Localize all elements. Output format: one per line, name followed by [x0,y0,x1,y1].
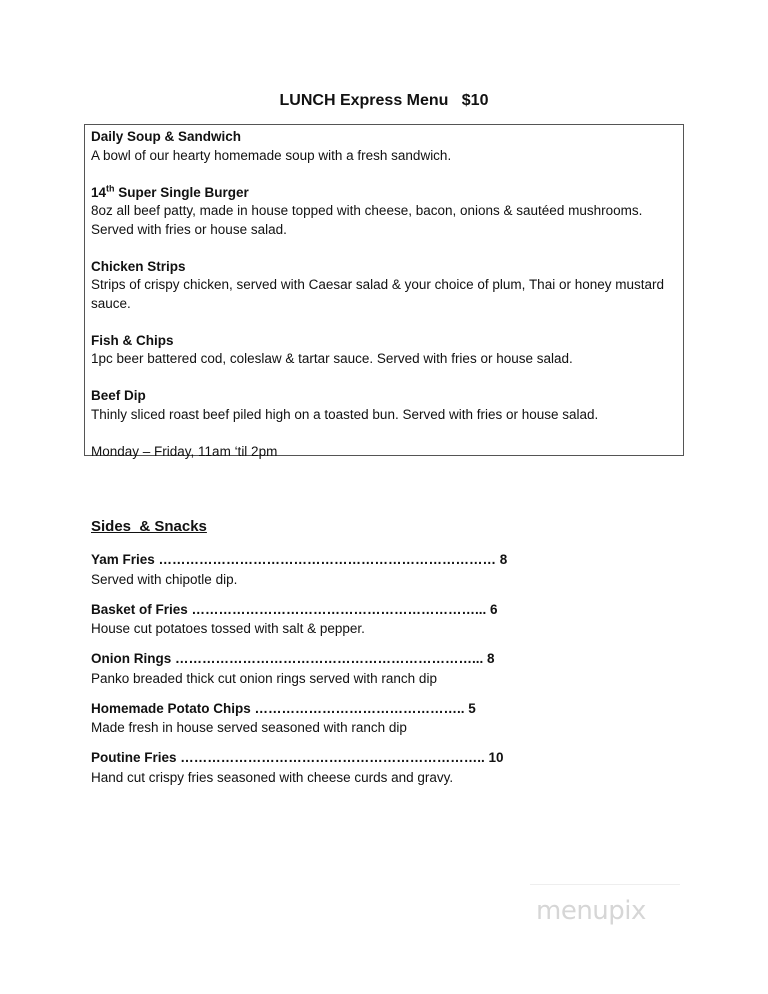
menu-item-fish-chips [91,332,677,369]
side-item-poutine [91,748,611,787]
side-item-basket-fries [91,600,611,639]
side-item-description: Made fresh in house served seasoned with ranch dip [91,720,407,735]
item-description: A bowl of our hearty homemade soup with a fresh sandwich. [91,147,452,163]
side-item-line: Yam Fries ………………………………………………………………… 8 [91,552,508,567]
watermark-divider [530,884,680,885]
menu-title: LUNCH Express Menu $10 [279,92,489,109]
sides-heading: Sides & Snacks [91,518,207,535]
item-name: Fish & Chips [91,332,174,348]
item-description: Thinly sliced roast beef piled high on a toasted bun. Served with fries or house salad. [91,406,599,422]
item-name: Beef Dip [91,388,146,403]
side-item-line: Homemade Potato Chips ……………………………………….. 5 [91,700,476,716]
side-item-description: Served with chipotle dip. [91,571,238,587]
item-name: Chicken Strips [91,258,186,274]
menu-item-beef-dip [91,387,677,424]
item-name: Daily Soup & Sandwich [91,129,242,144]
lunch-menu-box [84,124,684,459]
menu-item-soup-sandwich [91,128,677,165]
item-name-prefix: 14 [91,184,107,200]
menu-item-chicken-strips [91,258,677,314]
menu-item-burger [91,184,677,240]
side-item-yam-fries [91,550,611,589]
side-item-potato-chips [91,699,611,738]
side-item-description: House cut potatoes tossed with salt & pepper. [91,621,365,636]
side-item-line: Poutine Fries ………………………………………………………….. 10 [91,750,504,765]
item-description: 8oz all beef patty, made in house topped with cheese, bacon, onions & sautéed mushrooms. Served with fries or house salad. [91,203,643,237]
item-name-rest: Super Single Burger [114,184,249,200]
item-description: 1pc beer battered cod, coleslaw & tartar sauce. Served with fries or house salad. [91,351,573,366]
side-item-line: Onion Rings …………………………………………………………... 8 [91,651,495,666]
side-item-description: Hand cut crispy fries seasoned with cheese curds and gravy. [91,769,454,785]
side-item-description: Panko breaded thick cut onion rings served with ranch dip [91,670,437,686]
item-name-superscript: th [106,183,115,193]
item-description: Strips of crispy chicken, served with Caesar salad & your choice of plum, Thai or honey mustard sauce. [91,277,665,311]
side-item-onion-rings [91,649,611,688]
item-name [91,184,677,203]
side-item-line: Basket of Fries ………………………………………………………... 6 [91,601,498,617]
menupix-watermark-logo: menupix [536,896,646,926]
sides-list [91,550,611,798]
lunch-hours: Monday – Friday, 11am ‘til 2pm [91,443,278,459]
